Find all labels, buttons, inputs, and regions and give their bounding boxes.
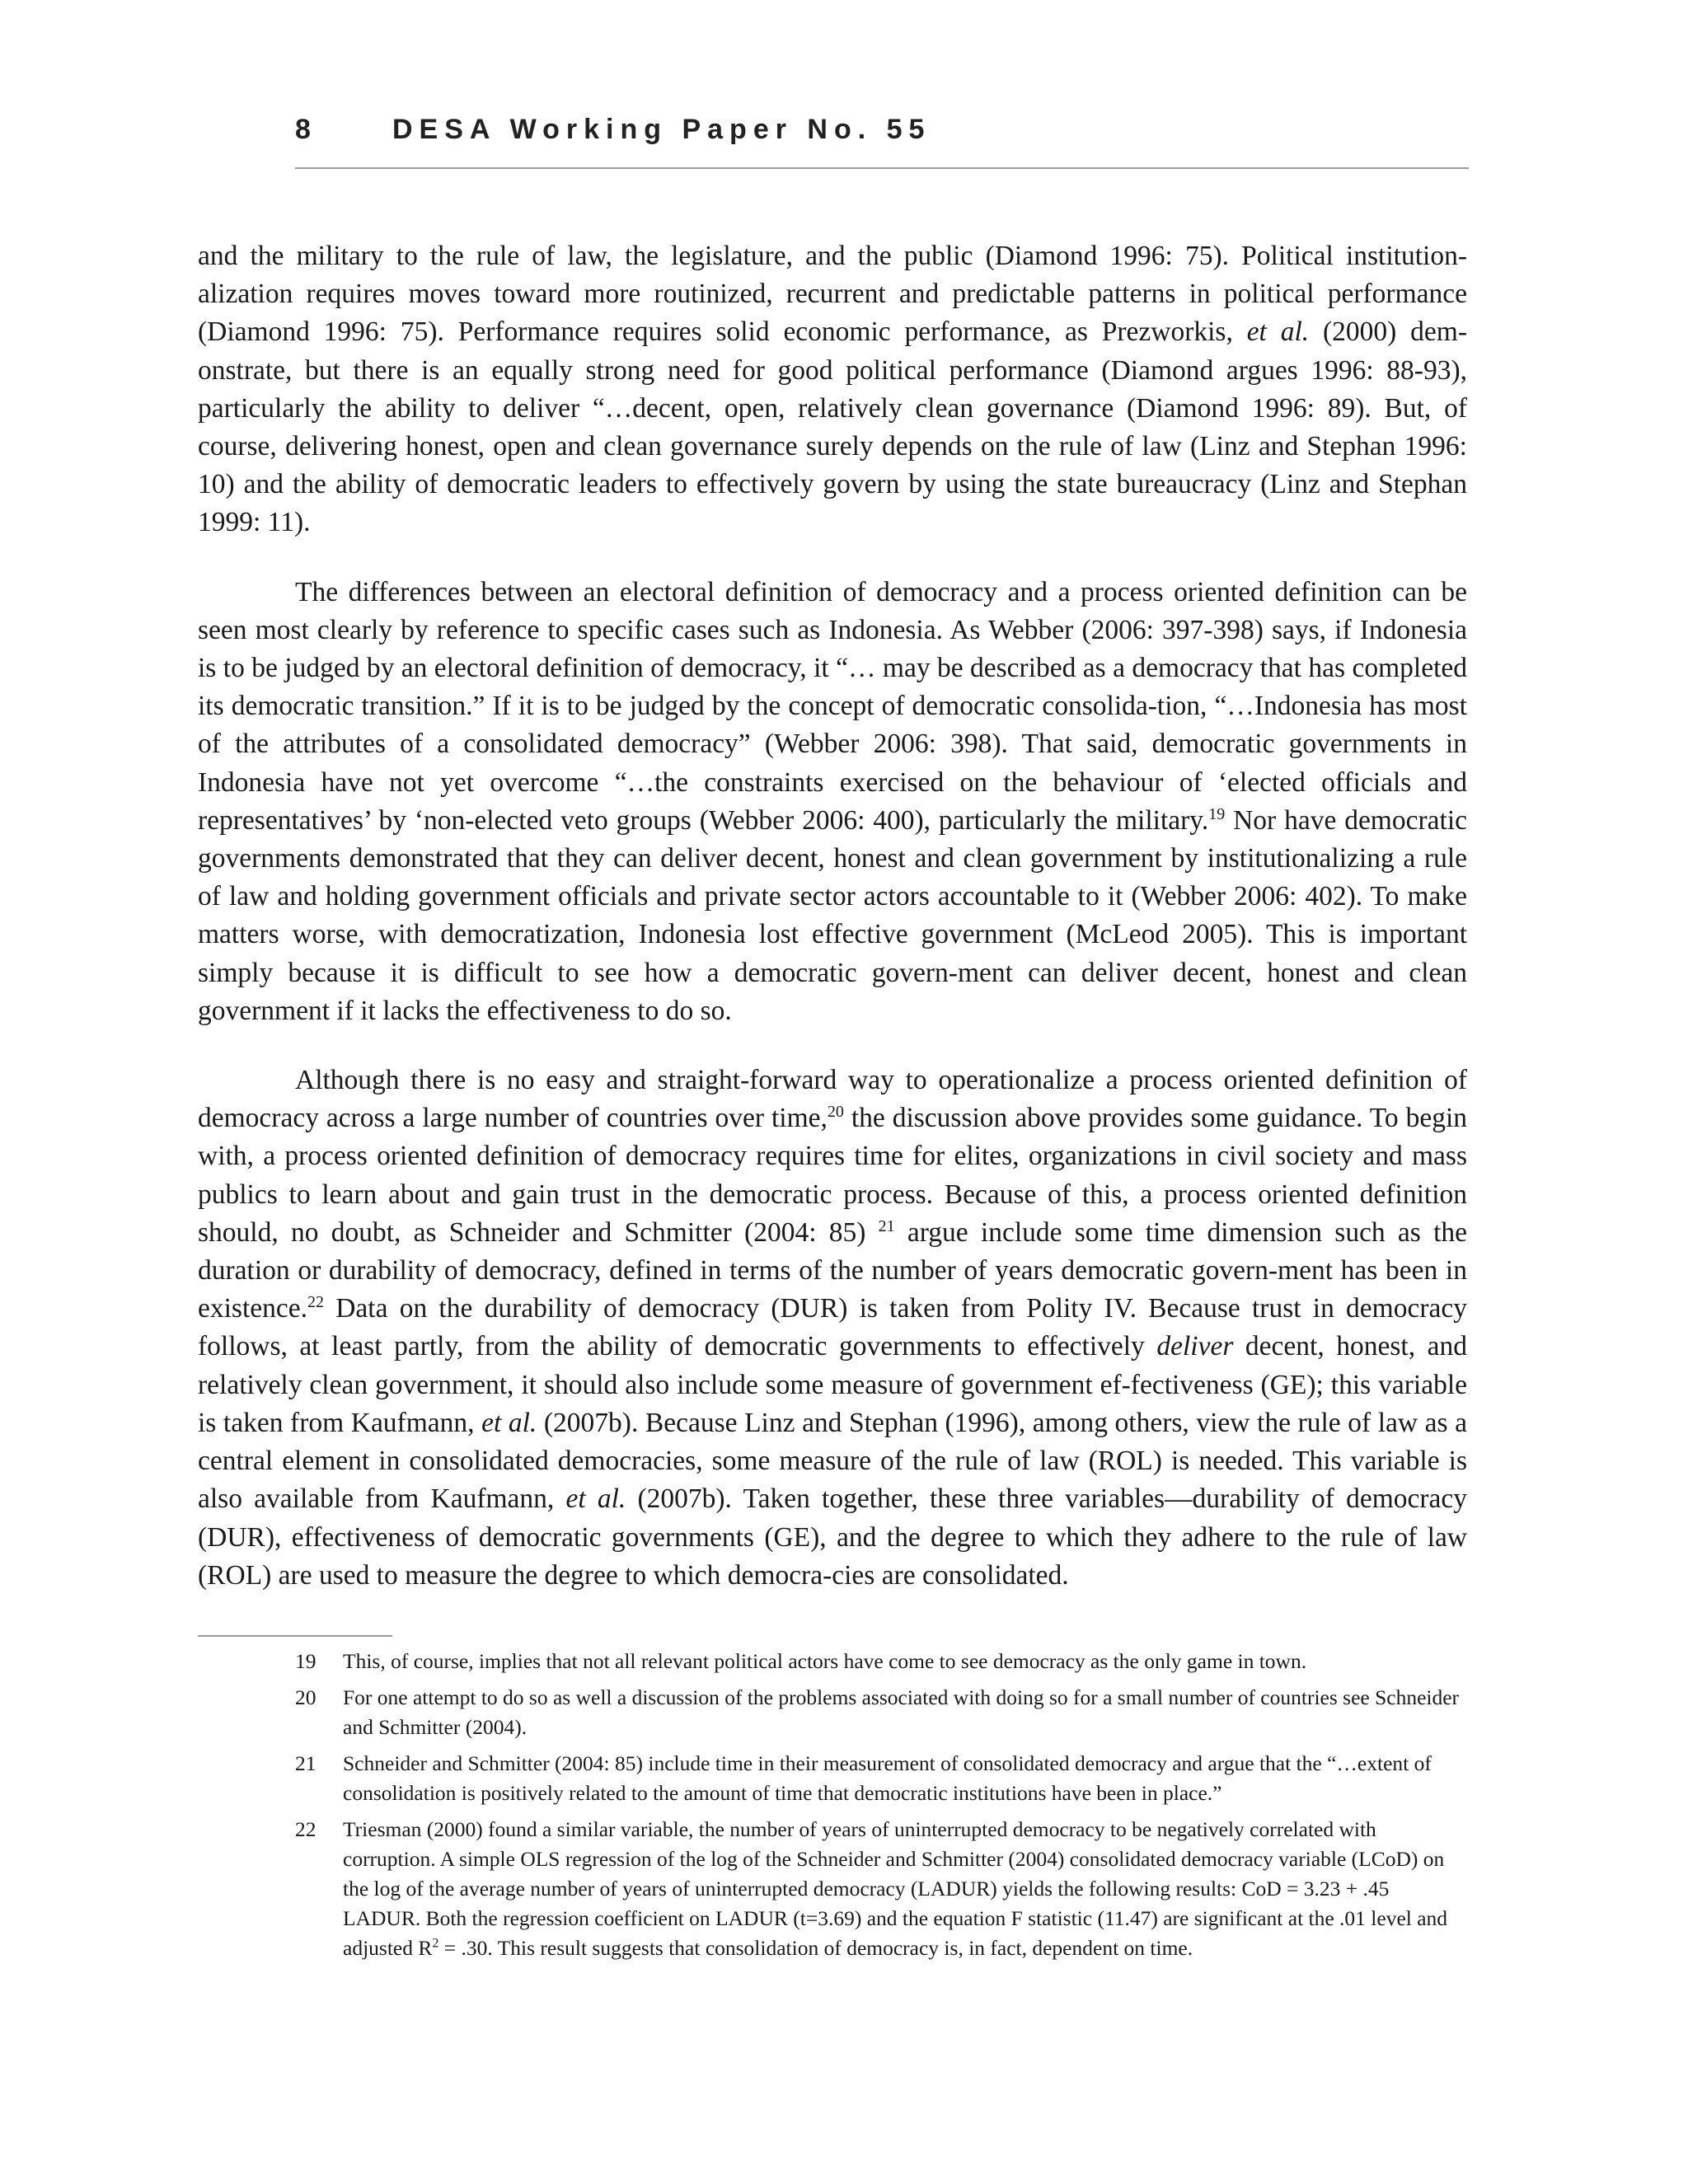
et-al-italic: et al. xyxy=(1246,316,1310,348)
series-title: DESA Working Paper No. 55 xyxy=(392,114,931,145)
body-text xyxy=(198,237,1467,1595)
footnote-number: 20 xyxy=(295,1685,316,1709)
footnote-22-text-b: = .30. This result suggests that consolidation of democracy is, in fact, dependent on time. xyxy=(438,1936,1193,1960)
paragraph-1-text-a: and the military to the rule of law, the legislature, and the public (Diamond 1996: 75). Political institution-alization requires moves toward more routinized, recurrent and predictable patterns in political performance (Diamond 1996: 75). Performance requires solid economic performance, as Prezworkis, xyxy=(198,241,1467,348)
paragraph-3-text-c: argue include some time dimension such as the duration or durability of democracy, defined in terms of the number of years democratic govern-ment has been in existence. xyxy=(198,1216,1467,1324)
footnotes xyxy=(295,1647,1465,1970)
paragraph-3-text-f: (2007b). Because Linz and Stephan (1996), among others, view the rule of law as a central element in consolidated democracies, some measure of the rule of law (ROL) is needed. This variable is also available from Kaufmann, xyxy=(198,1407,1468,1515)
footnote-ref-19: 19 xyxy=(1208,804,1226,823)
footnote-number: 22 xyxy=(295,1817,316,1841)
footnote-text: For one attempt to do so as well a discussion of the problems associated with doing so for a small number of countries see Schneider and Schmitter (2004). xyxy=(343,1685,1460,1739)
paragraph-3 xyxy=(198,1062,1467,1595)
footnote-text: This, of course, implies that not all relevant political actors have come to see democracy as the only game in town. xyxy=(343,1649,1307,1673)
paragraph-2-text-a: The differences between an electoral definition of democracy and a process oriented definition can be seen most clearly by reference to specific cases such as Indonesia. As Webber (2006: 397-398) says, if Indonesia is to be judged by an electoral definition of democracy, it “… may be described as a democracy that has completed its democratic transition.” If it is to be judged by the concept of democratic consolida-tion, “…Indonesia has most of the attributes of a consolidated democracy” (Webber 2006: 398). That said, democratic governments in Indonesia have not yet overcome “…the constraints exercised on the behaviour of ‘elected officials and representatives’ by ‘non-elected veto groups (Webber 2006: 400), particularly the military. xyxy=(198,576,1467,836)
footnote-number: 21 xyxy=(295,1751,316,1775)
footnote-text: Schneider and Schmitter (2004: 85) include time in their measurement of consolidated democracy and argue that the “…extent of consolidation is positively related to the amount of time that democratic institutions have been in place.” xyxy=(343,1751,1432,1805)
paragraph-3-text-e: decent, honest, and relatively clean government, it should also include some measure of government ef-fectiveness (GE); this variable is taken from Kaufmann, xyxy=(198,1331,1467,1438)
footnote-22-text-a: Triesman (2000) found a similar variable, the number of years of uninterrupted democracy to be negatively correlated with corruption. A simple OLS regression of the log of the Schneider and Schmitter (2004) consolidated democracy variable (LCoD) on the log of the average number of years of uninterrupted democracy (LADUR) yields the following results: CoD = 3.23 + .45 LADUR. Both the regression coefficient on LADUR (t=3.69) and the equation F statistic (11.47) are significant at the .01 level and adjusted R xyxy=(343,1817,1448,1960)
header-rule xyxy=(295,167,1469,169)
footnote-rule xyxy=(198,1635,392,1637)
paragraph-1 xyxy=(198,237,1467,542)
superscript-2: 2 xyxy=(432,1936,439,1951)
page-number: 8 xyxy=(295,114,317,145)
et-al-italic: et al. xyxy=(565,1483,626,1515)
footnote-ref-20: 20 xyxy=(827,1103,844,1122)
footnote-text xyxy=(343,1815,1465,1963)
paragraph-1-text-b: (2000) dem-onstrate, but there is an equally strong need for good political performance (Diamond argues 1996: 88-93), particularly the ability to deliver “…decent, open, relatively clean governance (Diamond 1996: 89). But, of course, delivering honest, open and clean governance surely depends on the rule of law (Linz and Stephan 1996: 10) and the ability of democratic leaders to effectively govern by using the state bureaucracy (Linz and Stephan 1999: 11). xyxy=(198,316,1467,538)
footnote-ref-22: 22 xyxy=(307,1293,325,1312)
paragraph-3-text-g: (2007b). Taken together, these three variables—durability of democracy (DUR), effectiveness of democratic governments (GE), and the degree to which they adhere to the rule of law (ROL) are used to measure the degree to which democra-cies are consolidated. xyxy=(198,1483,1468,1591)
paragraph-3-text-a: Although there is no easy and straight-forward way to operationalize a process oriented definition of democracy across a large number of countries over time, xyxy=(198,1065,1467,1134)
paragraph-2-text-b: Nor have democratic governments demonstrated that they can deliver decent, honest and clean government by institutionalizing a rule of law and holding government officials and private sector actors accountable to it (Webber 2006: 402). To make matters worse, with democratization, Indonesia lost effective government (McLeod 2005). This is important simply because it is difficult to see how a democratic govern-ment can deliver decent, honest and clean government if it lacks the effectiveness to do so. xyxy=(198,804,1467,1026)
deliver-italic: deliver xyxy=(1156,1331,1234,1362)
paragraph-2 xyxy=(198,574,1467,1030)
footnote-19 xyxy=(295,1647,1465,1676)
footnote-number: 19 xyxy=(295,1649,316,1673)
et-al-italic: et al. xyxy=(481,1407,537,1438)
running-header xyxy=(295,114,1469,147)
footnote-ref-21: 21 xyxy=(878,1216,895,1235)
footnote-20 xyxy=(295,1683,1465,1742)
paragraph-3-text-d: Data on the durability of democracy (DUR) is taken from Polity IV. Because trust in democracy follows, at least partly, from the ability of democratic governments to effectively xyxy=(198,1293,1467,1362)
paragraph-3-text-b: the discussion above provides some guidance. To begin with, a process oriented definition of democracy requires time for elites, organizations in civil society and mass publics to learn about and gain trust in the democratic process. Because of this, a process oriented definition should, no doubt, as Schneider and Schmitter (2004: 85) xyxy=(198,1103,1467,1248)
footnote-22 xyxy=(295,1815,1465,1963)
footnote-21 xyxy=(295,1749,1465,1808)
